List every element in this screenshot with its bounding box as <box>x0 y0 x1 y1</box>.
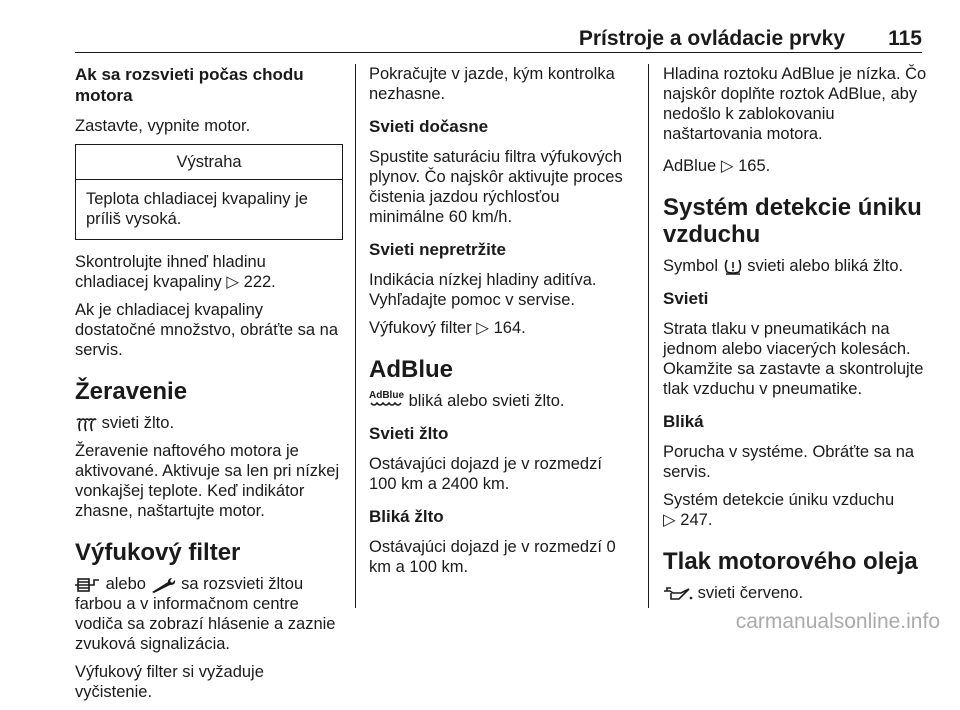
oil-lit-text: svieti červeno. <box>697 584 804 602</box>
warning-text: Teplota chladiacej kvapaliny je príliš vysoká. <box>86 190 308 228</box>
heading-glow: Žeravenie <box>75 378 188 405</box>
system-ref-text: Systém detekcie úniku vzduchu <box>663 491 895 509</box>
check-coolant-text: Skontrolujte ihneď hladinu chladiacej kvapaliny <box>75 253 266 291</box>
text-adblue-lit <box>369 391 634 411</box>
text-continue: Pokračujte v jazde, kým kontrolka nezhasne. <box>369 65 615 103</box>
ref-arrow-icon: ▷ <box>720 157 734 175</box>
ref-arrow-icon: ▷ <box>226 273 240 291</box>
column-1 <box>75 64 343 710</box>
adblue-icon <box>369 391 404 409</box>
heading-adblue: AdBlue <box>369 356 453 383</box>
watermark: carmanualsonline.info <box>735 610 940 633</box>
oil-can-icon <box>663 587 693 601</box>
header-rule <box>75 52 922 53</box>
text-check-coolant <box>75 252 343 292</box>
heading-lit: Svieti <box>663 289 709 308</box>
text-stop-engine: Zastavte, vypnite motor. <box>75 117 251 135</box>
adblue-lit-text: bliká alebo svieti žlto. <box>408 392 565 410</box>
ref-arrow-icon: ▷ <box>663 511 676 529</box>
heading-permanent: Svieti nepretržite <box>369 240 506 259</box>
glow-lit-text: svieti žlto. <box>101 414 175 432</box>
heading-tpms: Systém detekcie úniku vzduchu <box>663 194 922 248</box>
text-system-ref <box>663 490 928 530</box>
column-divider-2 <box>648 64 649 608</box>
text-permanent: Indikácia nízkej hladiny aditíva. Vyhľadajte pomoc v servise. <box>369 271 597 309</box>
text-oil-lit <box>663 583 928 603</box>
page-number: 115 <box>888 27 922 50</box>
ref-link-222[interactable]: 222. <box>243 273 276 291</box>
ref-link-165[interactable]: 165. <box>738 157 771 175</box>
heading-exhaust-filter: Výfukový filter <box>75 539 241 566</box>
text-adblue-low: Hladina roztoku AdBlue je nízka. Čo najskôr doplňte roztok AdBlue, aby nedošlo k zablokovaniu naštartovania motora. <box>663 65 927 143</box>
column-3 <box>663 64 928 611</box>
filter-or-text: alebo <box>105 575 146 593</box>
symbol-text: Symbol <box>663 257 719 275</box>
warning-title: Výstraha <box>76 145 342 180</box>
text-filter-clean: Výfukový filter si vyžaduje vyčistenie. <box>75 663 264 701</box>
filter-ref-text: Výfukový filter <box>369 319 472 337</box>
heading-lit-yellow: Svieti žlto <box>369 424 449 443</box>
wrench-icon <box>151 577 177 593</box>
text-glow-desc: Žeravenie naftového motora je aktivované. Aktivuje sa len pri nízkej vonkajšej teplote. Keď indikátor zhasne, naštartujte motor. <box>75 442 340 520</box>
symbol-rest-text: svieti alebo bliká žlto. <box>747 257 904 275</box>
heading-oil-pressure: Tlak motorového oleja <box>663 548 918 575</box>
heading-blink: Bliká <box>663 412 704 431</box>
text-enough-coolant: Ak je chladiacej kvapaliny dostatočné množstvo, obráťte sa na servis. <box>75 301 339 359</box>
text-filter-lit <box>75 574 343 654</box>
heading-temporary: Svieti dočasne <box>369 117 489 136</box>
filter-lit-text: sa rozsvieti žltou farbou a v informačnom centre vodiča sa zobrazí hlásenie a zaznie zvuková signalizácia. <box>75 575 336 653</box>
adblue-icon-label: AdBlue <box>369 390 404 401</box>
adblue-ref-text: AdBlue <box>663 157 717 175</box>
text-blink: Porucha v systéme. Obráťte sa na servis. <box>663 443 915 481</box>
ref-link-247[interactable]: 247. <box>680 511 713 529</box>
text-temporary: Spustite saturáciu filtra výfukových plynov. Čo najskôr aktivujte proces čistenia jazdou rýchlosťou minimálne 60 km/h. <box>369 148 623 226</box>
text-filter-ref <box>369 318 634 338</box>
text-blink-yellow: Ostávajúci dojazd je v rozmedzí 0 km a 100 km. <box>369 538 616 576</box>
tire-pressure-icon <box>723 258 743 276</box>
ref-arrow-icon: ▷ <box>476 319 489 337</box>
text-tpms-symbol <box>663 256 928 276</box>
exhaust-filter-icon <box>75 577 101 593</box>
ref-link-164[interactable]: 164. <box>493 319 526 337</box>
header-title: Prístroje a ovládacie prvky <box>578 27 845 50</box>
column-2 <box>369 64 634 585</box>
text-adblue-ref <box>663 156 928 176</box>
glow-plug-icon <box>75 416 97 432</box>
text-glow-lit <box>75 413 343 433</box>
warning-box <box>75 144 343 240</box>
text-lit-yellow: Ostávajúci dojazd je v rozmedzí 100 km a 2400 km. <box>369 455 602 493</box>
heading-overheat: Ak sa rozsvieti počas chodu motora <box>75 65 304 105</box>
heading-blink-yellow: Bliká žlto <box>369 507 444 526</box>
text-lit: Strata tlaku v pneumatikách na jednom alebo viacerých kolesách. Okamžite sa zastavte a skontrolujte tlak vzduchu v pneumatike. <box>663 320 924 398</box>
column-divider-1 <box>355 64 356 608</box>
